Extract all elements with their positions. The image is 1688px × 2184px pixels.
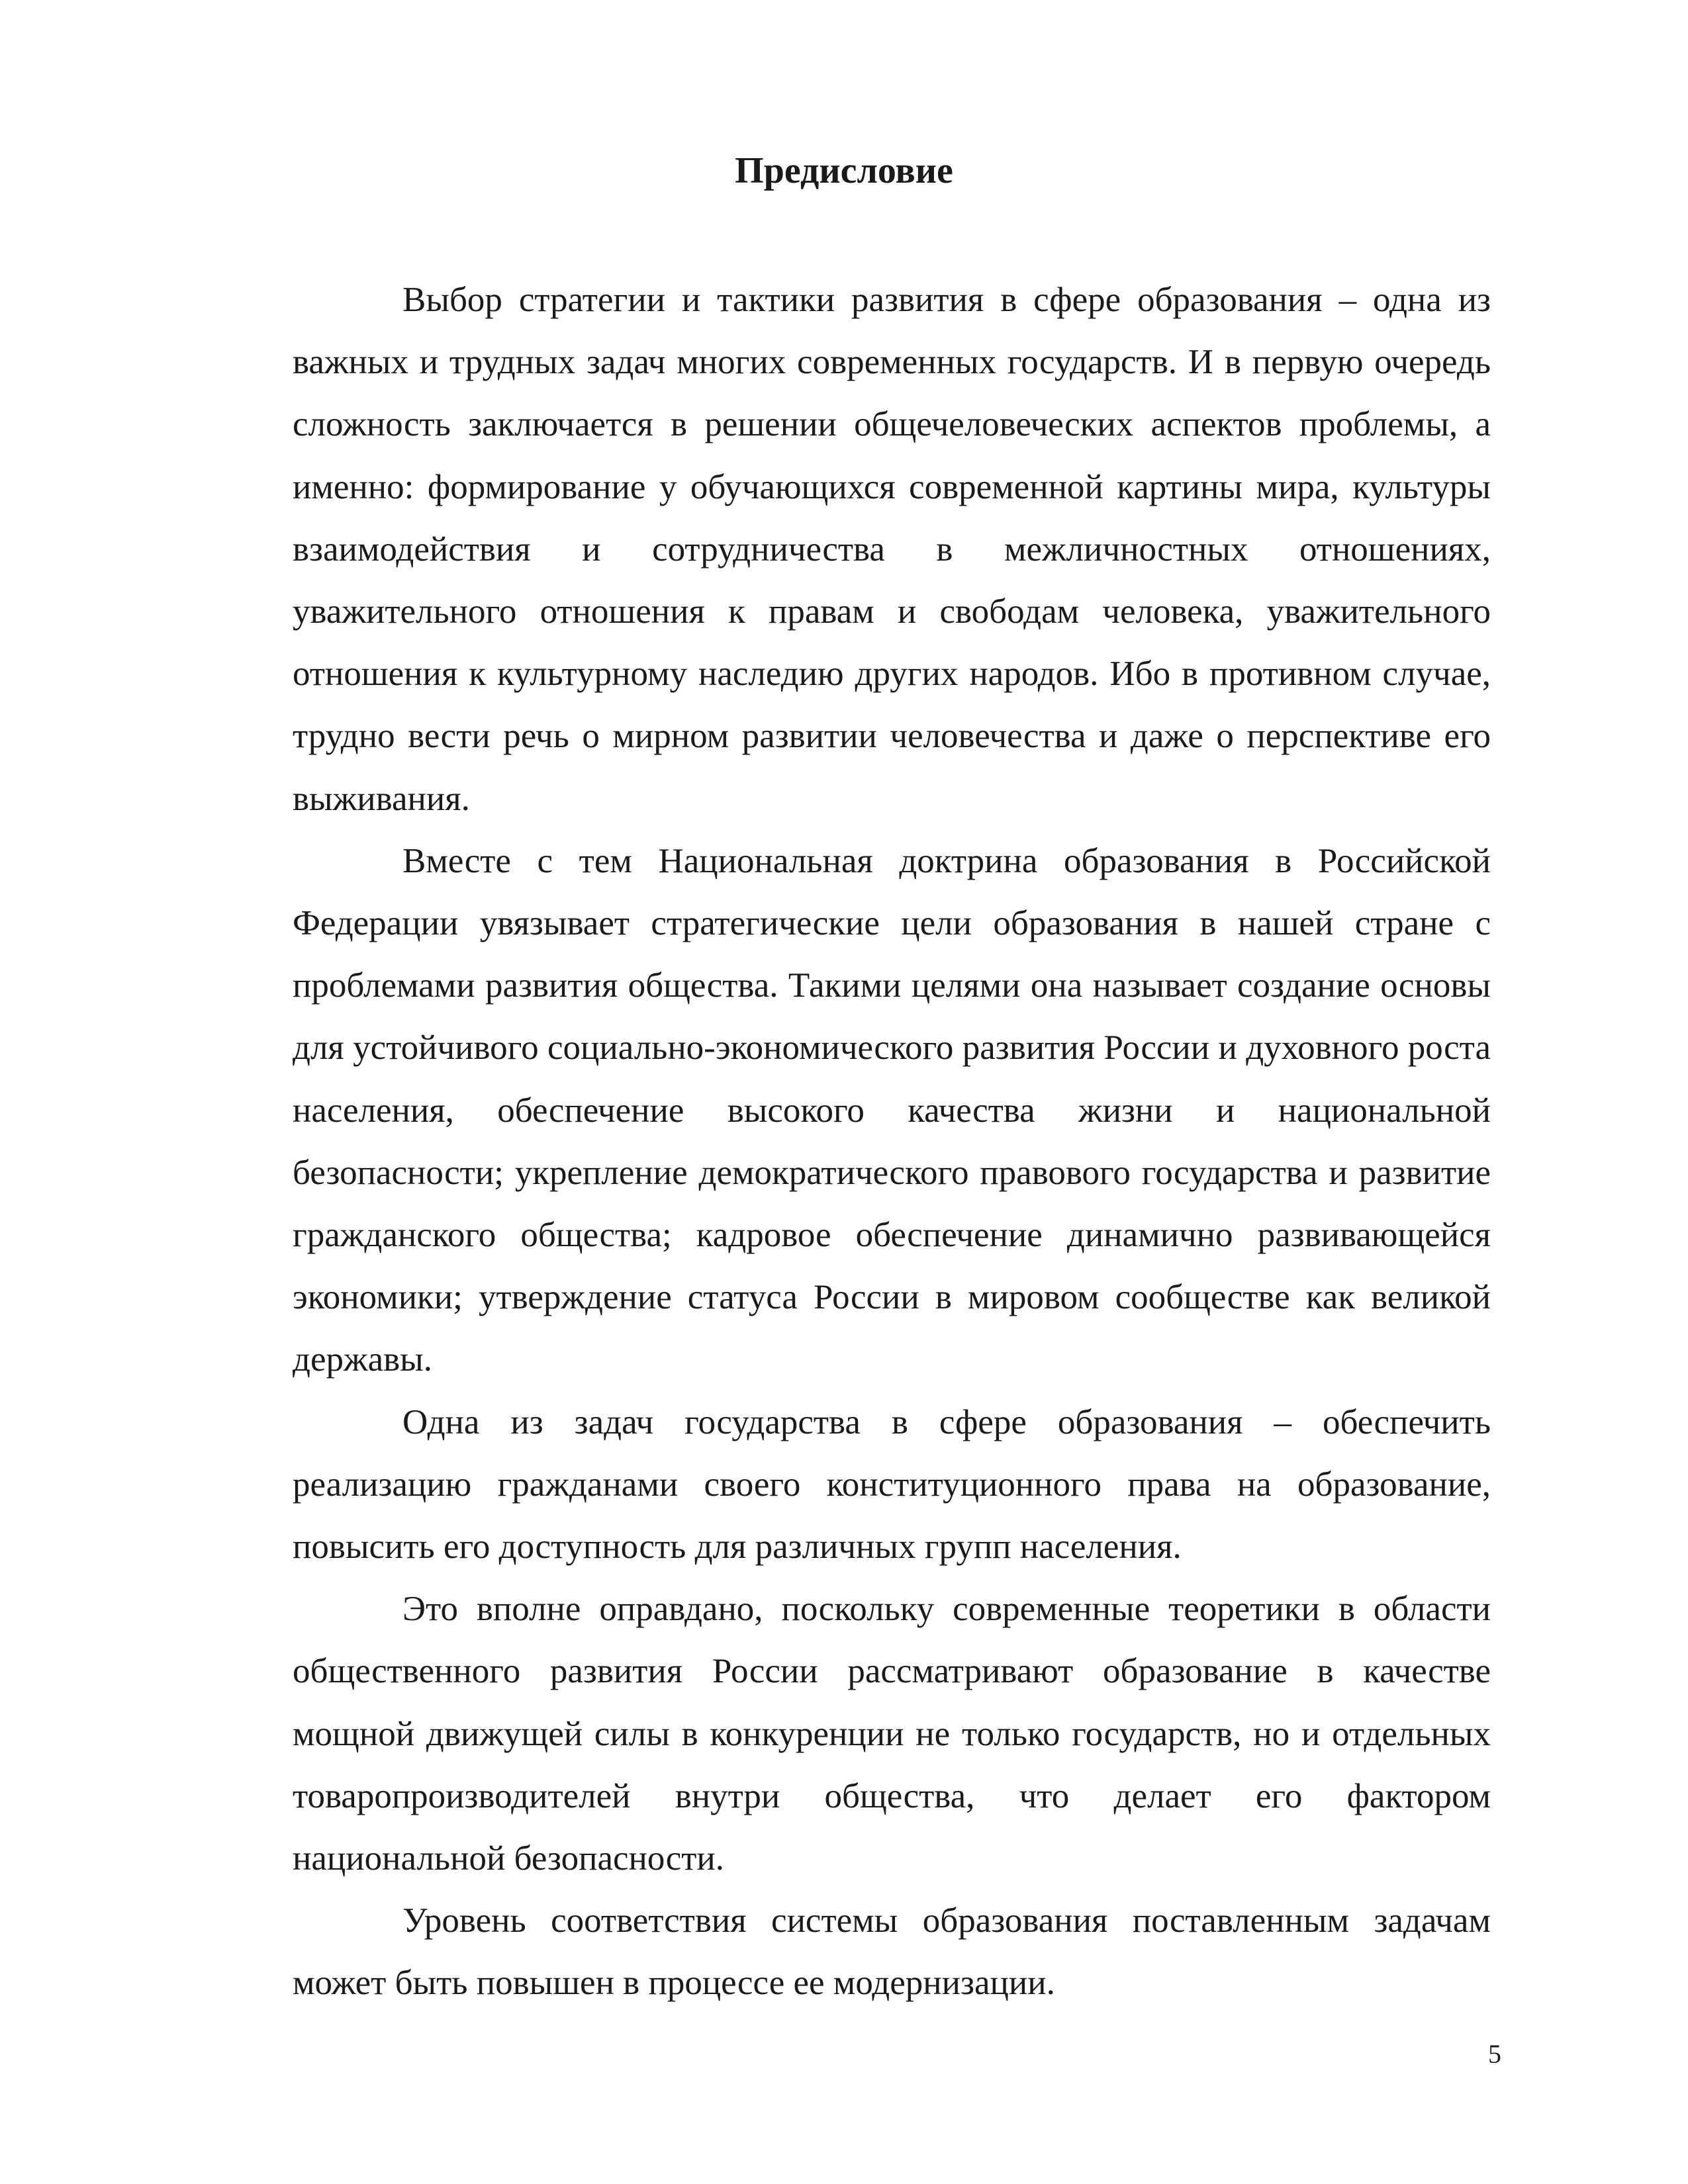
- page-number: 5: [1488, 2039, 1501, 2069]
- paragraph-2: Вместе с тем Национальная доктрина образования в Российской Федерации увязывает стратегические цели образования в нашей стране с проблемами развития общества. Такими целями она называет создание основы для устойчивого социально-экономического развития России и духовного роста населения, обеспечение высокого качества жизни и национальной безопасности; укрепление демократического правового государства и развитие гражданского общества; кадровое обеспечение динамично развивающейся экономики; утверждение статуса России в мировом сообществе как великой державы.: [293, 841, 1491, 1379]
- paragraph-4: Это вполне оправдано, поскольку современные теоретики в области общественного развития России рассматривают образование в качестве мощной движущей силы в конкуренции не только государств, но и отдельных товаропроизводителей внутри общества, что делает его фактором национальной безопасности.: [293, 1590, 1491, 1878]
- paragraph-1: Выбор стратегии и тактики развития в сфере образования – одна из важных и трудных задач многих современных государств. И в первую очередь сложность заключается в решении общечеловеческих аспектов проблемы, а именно: формирование у обучающихся современной картины мира, культуры взаимодействия и сотрудничества в межличностных отношениях, уважительного отношения к правам и свободам человека, уважительного отношения к культурному наследию других народов. Ибо в противном случае, трудно вести речь о мирном развитии человечества и даже о перспективе его выживания.: [293, 281, 1491, 818]
- body-text: [293, 269, 1491, 2015]
- paragraph-3: Одна из задач государства в сфере образования – обеспечить реализацию гражданами своего конституционного права на образование, повысить его доступность для различных групп населения.: [293, 1402, 1491, 1567]
- paragraph-5: Уровень соответствия системы образования поставленным задачам может быть повышен в процессе ее модернизации.: [293, 1901, 1491, 2003]
- page-title: Предисловие: [735, 150, 953, 191]
